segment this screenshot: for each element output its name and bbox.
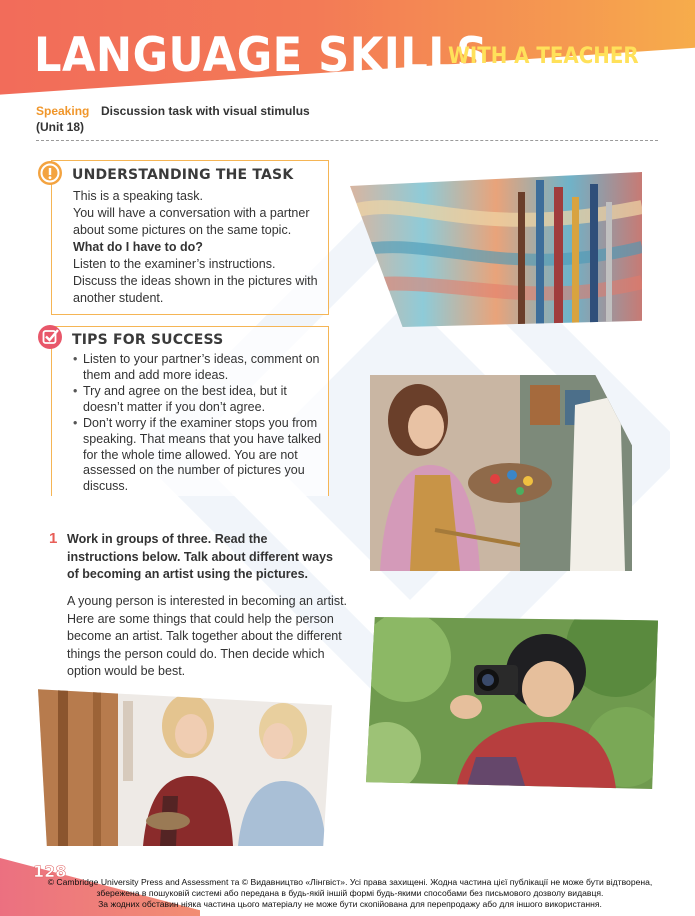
exercise-number: 1 [49, 530, 58, 547]
skill-label: Speaking [36, 104, 90, 118]
dashed-divider [36, 140, 658, 141]
header-banner [0, 0, 695, 96]
tip-item: • Try and agree on the best idea, but it doesn’t matter if you don’t agree. [73, 384, 323, 415]
exercise-instruction: Work in groups of three. Read the instructions below. Talk about different ways of becoming an artist using the pictures. [67, 532, 334, 581]
painter-photo [370, 375, 632, 571]
copyright-line: збережена в пошуковій системі або передана в будь-якій іншій формі будь-якими способами без письмового дозволу видавця. [96, 888, 604, 898]
info-icon [37, 160, 63, 186]
understanding-line: This is a speaking task. [73, 189, 203, 203]
understanding-text [73, 188, 318, 307]
understanding-line: You will have a conversation with a partner [73, 206, 310, 220]
tips-title: TIPS FOR SUCCESS [72, 332, 224, 348]
page-subtitle: WITH A TEACHER [448, 44, 639, 69]
tip-item: • Don’t worry if the examiner stops you from speaking. That means that you have talked for the whole time allowed. You are not assessed on the number of pictures you discuss. [73, 416, 323, 494]
checkmark-icon [37, 324, 63, 350]
understanding-line: Discuss the ideas shown in the pictures with [73, 274, 318, 288]
copyright-line: © Cambridge University Press and Assessment та © Видавництво «Лінгвіст». Усі права захищені. Жодна частина цієї публікації не може бути відтворена, [47, 877, 653, 887]
copyright-line: За жодних обставин ніяка частина цього матеріалу не може бути скопійована для перепродажу або для іншого використання. [98, 899, 602, 909]
tip-item: • Listen to your partner’s ideas, comment on them and add more ideas. [73, 352, 323, 383]
tips-list [73, 352, 323, 495]
copyright-notice [20, 877, 680, 910]
page-title: LANGUAGE SKILLS [34, 28, 488, 83]
understanding-question: What do I have to do? [73, 240, 203, 254]
paintbrushes-photo [350, 172, 642, 327]
understanding-title: UNDERSTANDING THE TASK [72, 167, 294, 183]
art-class-photo [38, 686, 332, 846]
exercise-body: A young person is interested in becoming an artist. Here are some things that could help the person become an artist. Talk together about the different things the person could do. Then decide which option would be best. [67, 594, 348, 678]
unit-label: (Unit 18) [36, 120, 84, 134]
understanding-line: about some pictures on the same topic. [73, 223, 292, 237]
understanding-line: another student. [73, 291, 164, 305]
photographer-photo [366, 617, 658, 789]
understanding-line: Listen to the examiner’s instructions. [73, 257, 276, 271]
task-heading: Discussion task with visual stimulus [101, 104, 310, 118]
page-number: 128 [33, 862, 67, 881]
